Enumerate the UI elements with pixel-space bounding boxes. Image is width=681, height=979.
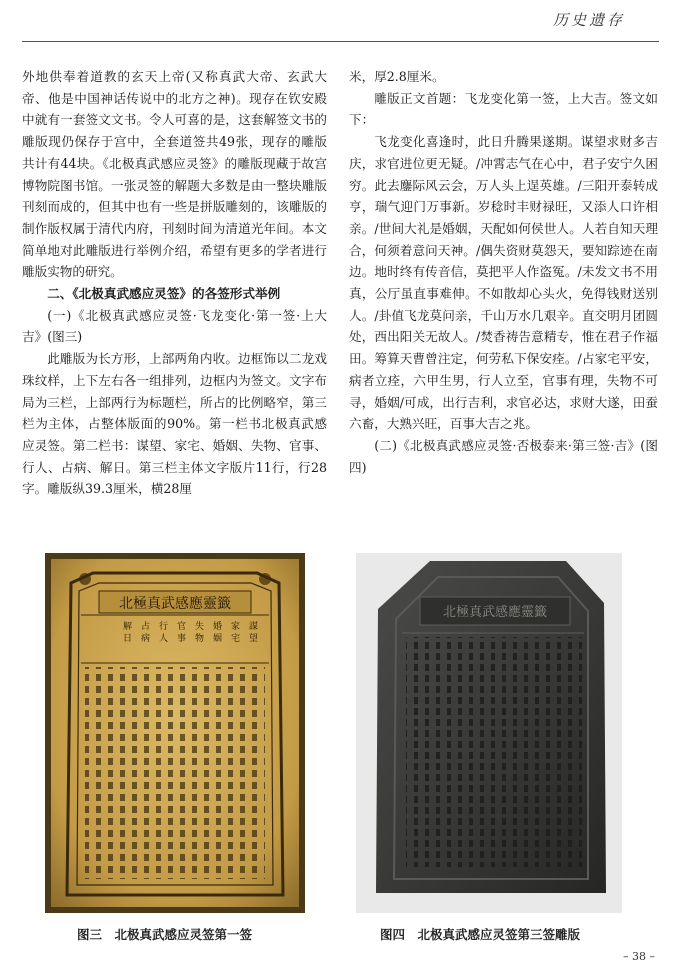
svg-text:家: 家 (231, 622, 241, 632)
svg-text:婚: 婚 (213, 622, 223, 632)
svg-text:解: 解 (123, 622, 133, 632)
body-paragraph: 此雕版为长方形，上部两角内收。边框饰以二龙戏珠纹样，上下左右各一组排列，边框内为签文。文字布局为三栏，上部两行为标题栏，所占的比例略窄，第三栏为主体，占整体版面的90%。第一栏书北极真武感应灵签。第二栏书：谋望、家宅、婚姻、失物、官事、行人、占病、解日。第三栏主体文字版片11行，行28字。雕版纵39.3厘米，横28厘 (22, 351, 327, 497)
figure-4-caption: 图四 北极真武感应灵签第三签雕版 (380, 927, 581, 942)
section-heading: 二、《北极真武感应灵签》的各签形式举例 (47, 286, 281, 302)
svg-text:病: 病 (141, 634, 151, 644)
body-paragraph: 雕版正文首题：飞龙变化第一签，上大吉。签文如下： (349, 90, 658, 128)
svg-text:占: 占 (141, 622, 151, 632)
svg-text:望: 望 (249, 634, 259, 644)
subsection-heading: (二)《北极真武感应灵签·否极泰来·第三签·吉》(图四) (349, 437, 658, 475)
svg-text:官: 官 (177, 622, 187, 632)
figure-3-title-band: 北極真武感應靈籤 (119, 596, 231, 612)
figure-3-caption: 图三 北极真武感应灵签第一签 (77, 927, 253, 942)
body-paragraph: 外地供奉着道教的玄天上帝(又称真武大帝、玄武大帝、他是中国神话传说中的北方之神)。现存在钦安殿中就有一套签文文书。令人可喜的是，这套解签文书的雕版现仍保存于宫中，全套道签共49张，现存的雕版共计有44块。《北极真武感应灵签》的雕版现藏于故宫博物院图书馆。一张灵签的解题大多数是由一整块雕版刊刻而成的，但其中也有一些是拼版雕刻的，该雕版的制作版权属于清代内府，刊刻时间为清道光年间。本文简单地对此雕版进行举例介绍，希望有更多的学者进行雕版实物的研究。 (22, 69, 327, 280)
body-paragraph: 米，厚2.8厘米。 (349, 69, 445, 84)
svg-text:失: 失 (195, 622, 205, 632)
header-title: 历史遗存 (552, 11, 625, 29)
svg-text:宅: 宅 (231, 634, 241, 644)
svg-text:姻: 姻 (213, 634, 223, 644)
header-rule (22, 41, 659, 42)
figure-3-oracle-slip (45, 553, 305, 913)
right-column (349, 66, 658, 478)
svg-text:物: 物 (195, 634, 205, 644)
svg-text:行: 行 (159, 622, 169, 632)
figure-4-woodblock (356, 553, 622, 913)
page-number: – 38 – (623, 950, 655, 963)
svg-text:人: 人 (159, 634, 169, 644)
subsection-heading: (一)《北极真武感应灵签·飞龙变化·第一签·上大吉》(图三) (22, 307, 327, 345)
oracle-text: 飞龙变化喜逢时，此日升腾果遂期。谋望求财多吉庆，求官进位更无疑。/冲霄志气在心中，君子安宁久困穷。此去鏖际风云会，万人头上逞英雄。/三阳开泰转成亨，瑞气迎门万事新。岁稔时丰财禄旺，又添人口许相亲。/世间大礼是婚姻，天配如何侯世人。人若自知天理合，何须着意问天神。/偶失资财莫怨天，要知踪迹在南边。地时终有传音信，莫把平人作盗冤。/未发文书不用真，公厅虽直事难伸。不如散却心头火，免得钱财送别人。/卦值飞龙莫问亲，千山万水几艰辛。直交明月团圆处，西出阳关无故人。/焚香祷告意精专，惟在君子作福田。筹算天曹曾注定，何劳私下保安痊。/占家宅平安，病者立痊，六甲生男，行人立至，官事有理，失物不可寻，婚姻/可成，出行吉利，求官必达，求财大遂，田蚕六畜，大熟兴旺，百事大吉之兆。 (349, 134, 658, 432)
svg-text:日: 日 (123, 634, 133, 644)
svg-text:謀: 謀 (249, 622, 259, 632)
figure-4-title-band: 北極真武感應靈籤 (442, 605, 548, 620)
svg-text:事: 事 (177, 634, 187, 644)
left-column (22, 66, 327, 500)
